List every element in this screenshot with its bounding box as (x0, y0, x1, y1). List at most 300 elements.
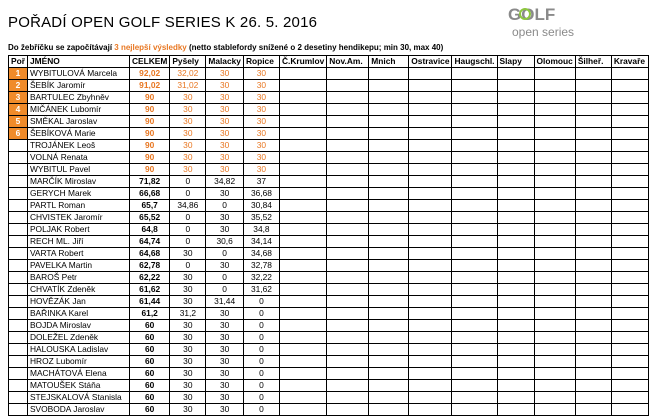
score-empty (279, 188, 326, 200)
rank-cell (9, 344, 28, 356)
score-empty (279, 284, 326, 296)
score-empty (409, 236, 452, 248)
score-empty (534, 200, 575, 212)
score-empty (611, 212, 648, 224)
score-empty (279, 296, 326, 308)
rank-cell (9, 188, 28, 200)
score-empty (327, 188, 369, 200)
total-score: 60 (129, 320, 169, 332)
score-empty (575, 332, 611, 344)
rank-cell (9, 404, 28, 416)
score-empty (369, 392, 409, 404)
score-empty (327, 152, 369, 164)
score-empty (327, 368, 369, 380)
player-name: BOJDA Miroslav (27, 320, 129, 332)
score-empty (534, 164, 575, 176)
score-empty (452, 320, 497, 332)
player-name: VARTA Robert (27, 248, 129, 260)
score-empty (452, 104, 497, 116)
total-score: 62,78 (129, 260, 169, 272)
score-ropice: 34,68 (243, 248, 279, 260)
score-pysely: 30 (170, 344, 206, 356)
score-malacky: 30 (206, 332, 244, 344)
score-empty (369, 296, 409, 308)
table-row (9, 236, 649, 248)
table-row (9, 284, 649, 296)
score-empty (611, 332, 648, 344)
score-empty (611, 296, 648, 308)
score-empty (534, 392, 575, 404)
rank-cell (9, 320, 28, 332)
score-empty (409, 200, 452, 212)
score-empty (534, 212, 575, 224)
player-name: CHVATÍK Zdeněk (27, 284, 129, 296)
score-pysely: 0 (170, 176, 206, 188)
player-name: HOVĚZÁK Jan (27, 296, 129, 308)
score-empty (409, 284, 452, 296)
score-empty (327, 380, 369, 392)
total-score: 65,7 (129, 200, 169, 212)
score-empty (611, 188, 648, 200)
score-ropice: 0 (243, 320, 279, 332)
score-empty (327, 404, 369, 416)
score-empty (497, 248, 534, 260)
score-pysely: 30 (170, 128, 206, 140)
score-malacky: 30 (206, 392, 244, 404)
score-empty (409, 152, 452, 164)
player-name: DOLEŽEL Zdeněk (27, 332, 129, 344)
score-empty (369, 368, 409, 380)
score-empty (327, 92, 369, 104)
rank-cell (9, 236, 28, 248)
score-empty (369, 176, 409, 188)
player-name: MARČÍK Miroslav (27, 176, 129, 188)
score-empty (452, 332, 497, 344)
score-empty (369, 116, 409, 128)
score-empty (409, 344, 452, 356)
score-empty (575, 176, 611, 188)
total-score: 90 (129, 104, 169, 116)
score-ropice: 31,62 (243, 284, 279, 296)
score-empty (611, 368, 648, 380)
score-empty (534, 248, 575, 260)
total-score: 60 (129, 332, 169, 344)
score-empty (452, 308, 497, 320)
score-empty (534, 236, 575, 248)
rank-cell (9, 284, 28, 296)
player-name: SMĚKAL Jaroslav (27, 116, 129, 128)
score-malacky: 30 (206, 104, 244, 116)
score-empty (409, 212, 452, 224)
total-score: 60 (129, 380, 169, 392)
score-empty (452, 152, 497, 164)
score-empty (575, 80, 611, 92)
total-score: 92,02 (129, 68, 169, 80)
score-empty (575, 272, 611, 284)
score-empty (611, 164, 648, 176)
score-empty (611, 68, 648, 80)
table-row (9, 272, 649, 284)
score-empty (409, 260, 452, 272)
score-pysely: 30 (170, 356, 206, 368)
score-empty (279, 104, 326, 116)
score-empty (369, 260, 409, 272)
score-empty (369, 332, 409, 344)
score-empty (452, 344, 497, 356)
score-malacky: 30 (206, 116, 244, 128)
column-header: Mnich (369, 56, 409, 68)
score-empty (369, 104, 409, 116)
score-malacky: 0 (206, 284, 244, 296)
score-empty (409, 128, 452, 140)
score-empty (279, 68, 326, 80)
column-header: Č.Krumlov (279, 56, 326, 68)
column-header: Olomouc (534, 56, 575, 68)
total-score: 91,02 (129, 80, 169, 92)
score-empty (279, 236, 326, 248)
logo-word: GOLF (508, 5, 556, 24)
score-malacky: 30 (206, 320, 244, 332)
score-empty (575, 344, 611, 356)
player-name: BAŘINKA Karel (27, 308, 129, 320)
score-empty (575, 284, 611, 296)
score-empty (575, 308, 611, 320)
score-empty (611, 92, 648, 104)
score-empty (327, 356, 369, 368)
score-empty (409, 392, 452, 404)
score-ropice: 0 (243, 356, 279, 368)
score-empty (497, 308, 534, 320)
score-empty (575, 392, 611, 404)
score-ropice: 34,8 (243, 224, 279, 236)
player-name: ŠEBÍK Jaromír (27, 80, 129, 92)
score-empty (575, 140, 611, 152)
score-empty (279, 164, 326, 176)
score-empty (409, 356, 452, 368)
score-empty (279, 212, 326, 224)
score-pysely: 30 (170, 140, 206, 152)
score-empty (409, 320, 452, 332)
score-empty (279, 332, 326, 344)
score-empty (369, 200, 409, 212)
score-ropice: 30 (243, 68, 279, 80)
score-empty (452, 128, 497, 140)
score-empty (279, 80, 326, 92)
player-name: WYBITUL Pavel (27, 164, 129, 176)
score-empty (409, 176, 452, 188)
rank-cell (9, 260, 28, 272)
score-empty (452, 224, 497, 236)
total-score: 62,22 (129, 272, 169, 284)
total-score: 90 (129, 164, 169, 176)
score-empty (575, 356, 611, 368)
score-malacky: 30 (206, 356, 244, 368)
score-ropice: 32,22 (243, 272, 279, 284)
score-empty (327, 164, 369, 176)
score-empty (611, 128, 648, 140)
score-empty (611, 104, 648, 116)
table-row (9, 176, 649, 188)
score-empty (279, 344, 326, 356)
score-malacky: 0 (206, 248, 244, 260)
score-ropice: 0 (243, 308, 279, 320)
rank-cell (9, 164, 28, 176)
total-score: 60 (129, 392, 169, 404)
score-empty (611, 224, 648, 236)
score-empty (611, 176, 648, 188)
player-name: ŠEBÍKOVÁ Marie (27, 128, 129, 140)
column-header: Poř (9, 56, 28, 68)
score-empty (575, 128, 611, 140)
score-empty (452, 404, 497, 416)
score-empty (369, 80, 409, 92)
score-empty (575, 212, 611, 224)
column-header: Malacky (206, 56, 244, 68)
score-pysely: 30 (170, 284, 206, 296)
player-name: POLJAK Robert (27, 224, 129, 236)
score-empty (327, 248, 369, 260)
score-empty (369, 272, 409, 284)
rank-cell: 2 (9, 80, 28, 92)
score-empty (611, 320, 648, 332)
player-name: WYBITULOVÁ Marcela (27, 68, 129, 80)
score-ropice: 0 (243, 344, 279, 356)
score-malacky: 30 (206, 140, 244, 152)
score-empty (452, 188, 497, 200)
table-row (9, 368, 649, 380)
table-row (9, 332, 649, 344)
score-empty (452, 284, 497, 296)
score-empty (279, 248, 326, 260)
ranking-table (8, 55, 649, 416)
rank-cell: 6 (9, 128, 28, 140)
score-empty (575, 404, 611, 416)
score-empty (497, 164, 534, 176)
score-pysely: 30 (170, 392, 206, 404)
score-empty (327, 176, 369, 188)
score-empty (452, 140, 497, 152)
golf-logo (500, 4, 610, 40)
subtitle-highlight: 3 nejlepší výsledky (114, 43, 187, 52)
column-header: Kravaře (611, 56, 648, 68)
rank-cell (9, 248, 28, 260)
score-ropice: 0 (243, 332, 279, 344)
score-empty (497, 224, 534, 236)
score-empty (327, 344, 369, 356)
score-empty (279, 152, 326, 164)
total-score: 90 (129, 128, 169, 140)
score-ropice: 30 (243, 116, 279, 128)
table-row (9, 404, 649, 416)
score-empty (327, 80, 369, 92)
score-empty (497, 176, 534, 188)
total-score: 64,74 (129, 236, 169, 248)
score-pysely: 30 (170, 116, 206, 128)
score-empty (409, 296, 452, 308)
score-empty (327, 212, 369, 224)
score-empty (575, 92, 611, 104)
table-row (9, 344, 649, 356)
score-empty (611, 344, 648, 356)
table-row (9, 152, 649, 164)
score-empty (497, 236, 534, 248)
score-empty (611, 140, 648, 152)
score-empty (534, 92, 575, 104)
score-empty (534, 80, 575, 92)
player-name: SVOBODA Jaroslav (27, 404, 129, 416)
total-score: 60 (129, 368, 169, 380)
score-empty (369, 152, 409, 164)
score-empty (369, 344, 409, 356)
score-empty (575, 224, 611, 236)
total-score: 61,2 (129, 308, 169, 320)
score-empty (369, 92, 409, 104)
score-empty (327, 224, 369, 236)
score-empty (452, 68, 497, 80)
score-malacky: 30 (206, 368, 244, 380)
player-name: RECH ML. Jiří (27, 236, 129, 248)
score-empty (497, 188, 534, 200)
score-malacky: 0 (206, 272, 244, 284)
score-empty (369, 236, 409, 248)
score-empty (497, 344, 534, 356)
table-row (9, 392, 649, 404)
score-empty (575, 248, 611, 260)
score-empty (497, 260, 534, 272)
score-ropice: 34,14 (243, 236, 279, 248)
rank-cell: 5 (9, 116, 28, 128)
score-empty (279, 224, 326, 236)
rank-cell (9, 200, 28, 212)
score-empty (369, 68, 409, 80)
score-empty (611, 392, 648, 404)
total-score: 90 (129, 92, 169, 104)
rank-cell (9, 368, 28, 380)
score-empty (327, 332, 369, 344)
page-title: POŘADÍ OPEN GOLF SERIES K 26. 5. 2016 (8, 14, 318, 31)
score-empty (452, 164, 497, 176)
score-pysely: 30 (170, 152, 206, 164)
score-empty (575, 296, 611, 308)
score-empty (327, 308, 369, 320)
score-empty (534, 356, 575, 368)
score-empty (611, 284, 648, 296)
score-empty (575, 188, 611, 200)
rank-cell: 4 (9, 104, 28, 116)
score-malacky: 31,44 (206, 296, 244, 308)
score-empty (575, 152, 611, 164)
score-ropice: 30 (243, 140, 279, 152)
score-empty (575, 236, 611, 248)
score-pysely: 30 (170, 248, 206, 260)
score-malacky: 30 (206, 260, 244, 272)
score-empty (452, 272, 497, 284)
score-empty (409, 308, 452, 320)
score-empty (575, 104, 611, 116)
score-pysely: 31,2 (170, 308, 206, 320)
table-row (9, 320, 649, 332)
score-ropice: 0 (243, 392, 279, 404)
score-empty (327, 116, 369, 128)
table-row (9, 308, 649, 320)
score-malacky: 30 (206, 80, 244, 92)
score-empty (369, 224, 409, 236)
column-header: Slapy (497, 56, 534, 68)
total-score: 65,52 (129, 212, 169, 224)
rank-cell (9, 296, 28, 308)
score-empty (369, 212, 409, 224)
score-malacky: 30 (206, 404, 244, 416)
table-row (9, 116, 649, 128)
score-malacky: 30 (206, 212, 244, 224)
score-empty (452, 260, 497, 272)
score-empty (534, 308, 575, 320)
score-empty (497, 320, 534, 332)
total-score: 64,68 (129, 248, 169, 260)
score-empty (575, 320, 611, 332)
score-malacky: 30 (206, 224, 244, 236)
score-empty (497, 152, 534, 164)
rank-cell (9, 140, 28, 152)
score-empty (534, 368, 575, 380)
score-pysely: 30 (170, 296, 206, 308)
score-empty (497, 128, 534, 140)
score-empty (534, 320, 575, 332)
score-empty (575, 260, 611, 272)
score-empty (497, 404, 534, 416)
rank-cell (9, 212, 28, 224)
score-empty (497, 332, 534, 344)
table-row (9, 188, 649, 200)
score-empty (279, 392, 326, 404)
table-row (9, 200, 649, 212)
score-empty (369, 188, 409, 200)
score-empty (327, 272, 369, 284)
score-empty (409, 248, 452, 260)
score-pysely: 0 (170, 188, 206, 200)
score-ropice: 32,78 (243, 260, 279, 272)
score-empty (452, 200, 497, 212)
score-empty (327, 320, 369, 332)
score-malacky: 30 (206, 164, 244, 176)
score-empty (409, 368, 452, 380)
score-empty (611, 356, 648, 368)
player-name: STEJSKALOVÁ Stanisla (27, 392, 129, 404)
table-row (9, 164, 649, 176)
rank-cell (9, 308, 28, 320)
score-empty (327, 296, 369, 308)
table-row (9, 296, 649, 308)
score-empty (409, 404, 452, 416)
score-malacky: 30 (206, 344, 244, 356)
score-empty (497, 200, 534, 212)
rank-cell: 1 (9, 68, 28, 80)
rank-cell (9, 356, 28, 368)
player-name: TROJÁNEK Leoš (27, 140, 129, 152)
score-malacky: 30 (206, 128, 244, 140)
score-empty (279, 368, 326, 380)
total-score: 60 (129, 404, 169, 416)
score-ropice: 37 (243, 176, 279, 188)
score-empty (409, 380, 452, 392)
rank-cell (9, 152, 28, 164)
score-empty (279, 140, 326, 152)
score-empty (279, 176, 326, 188)
total-score: 60 (129, 356, 169, 368)
score-empty (409, 224, 452, 236)
score-empty (497, 116, 534, 128)
subtitle-text: Do žebříčku se započítávají (8, 43, 115, 52)
